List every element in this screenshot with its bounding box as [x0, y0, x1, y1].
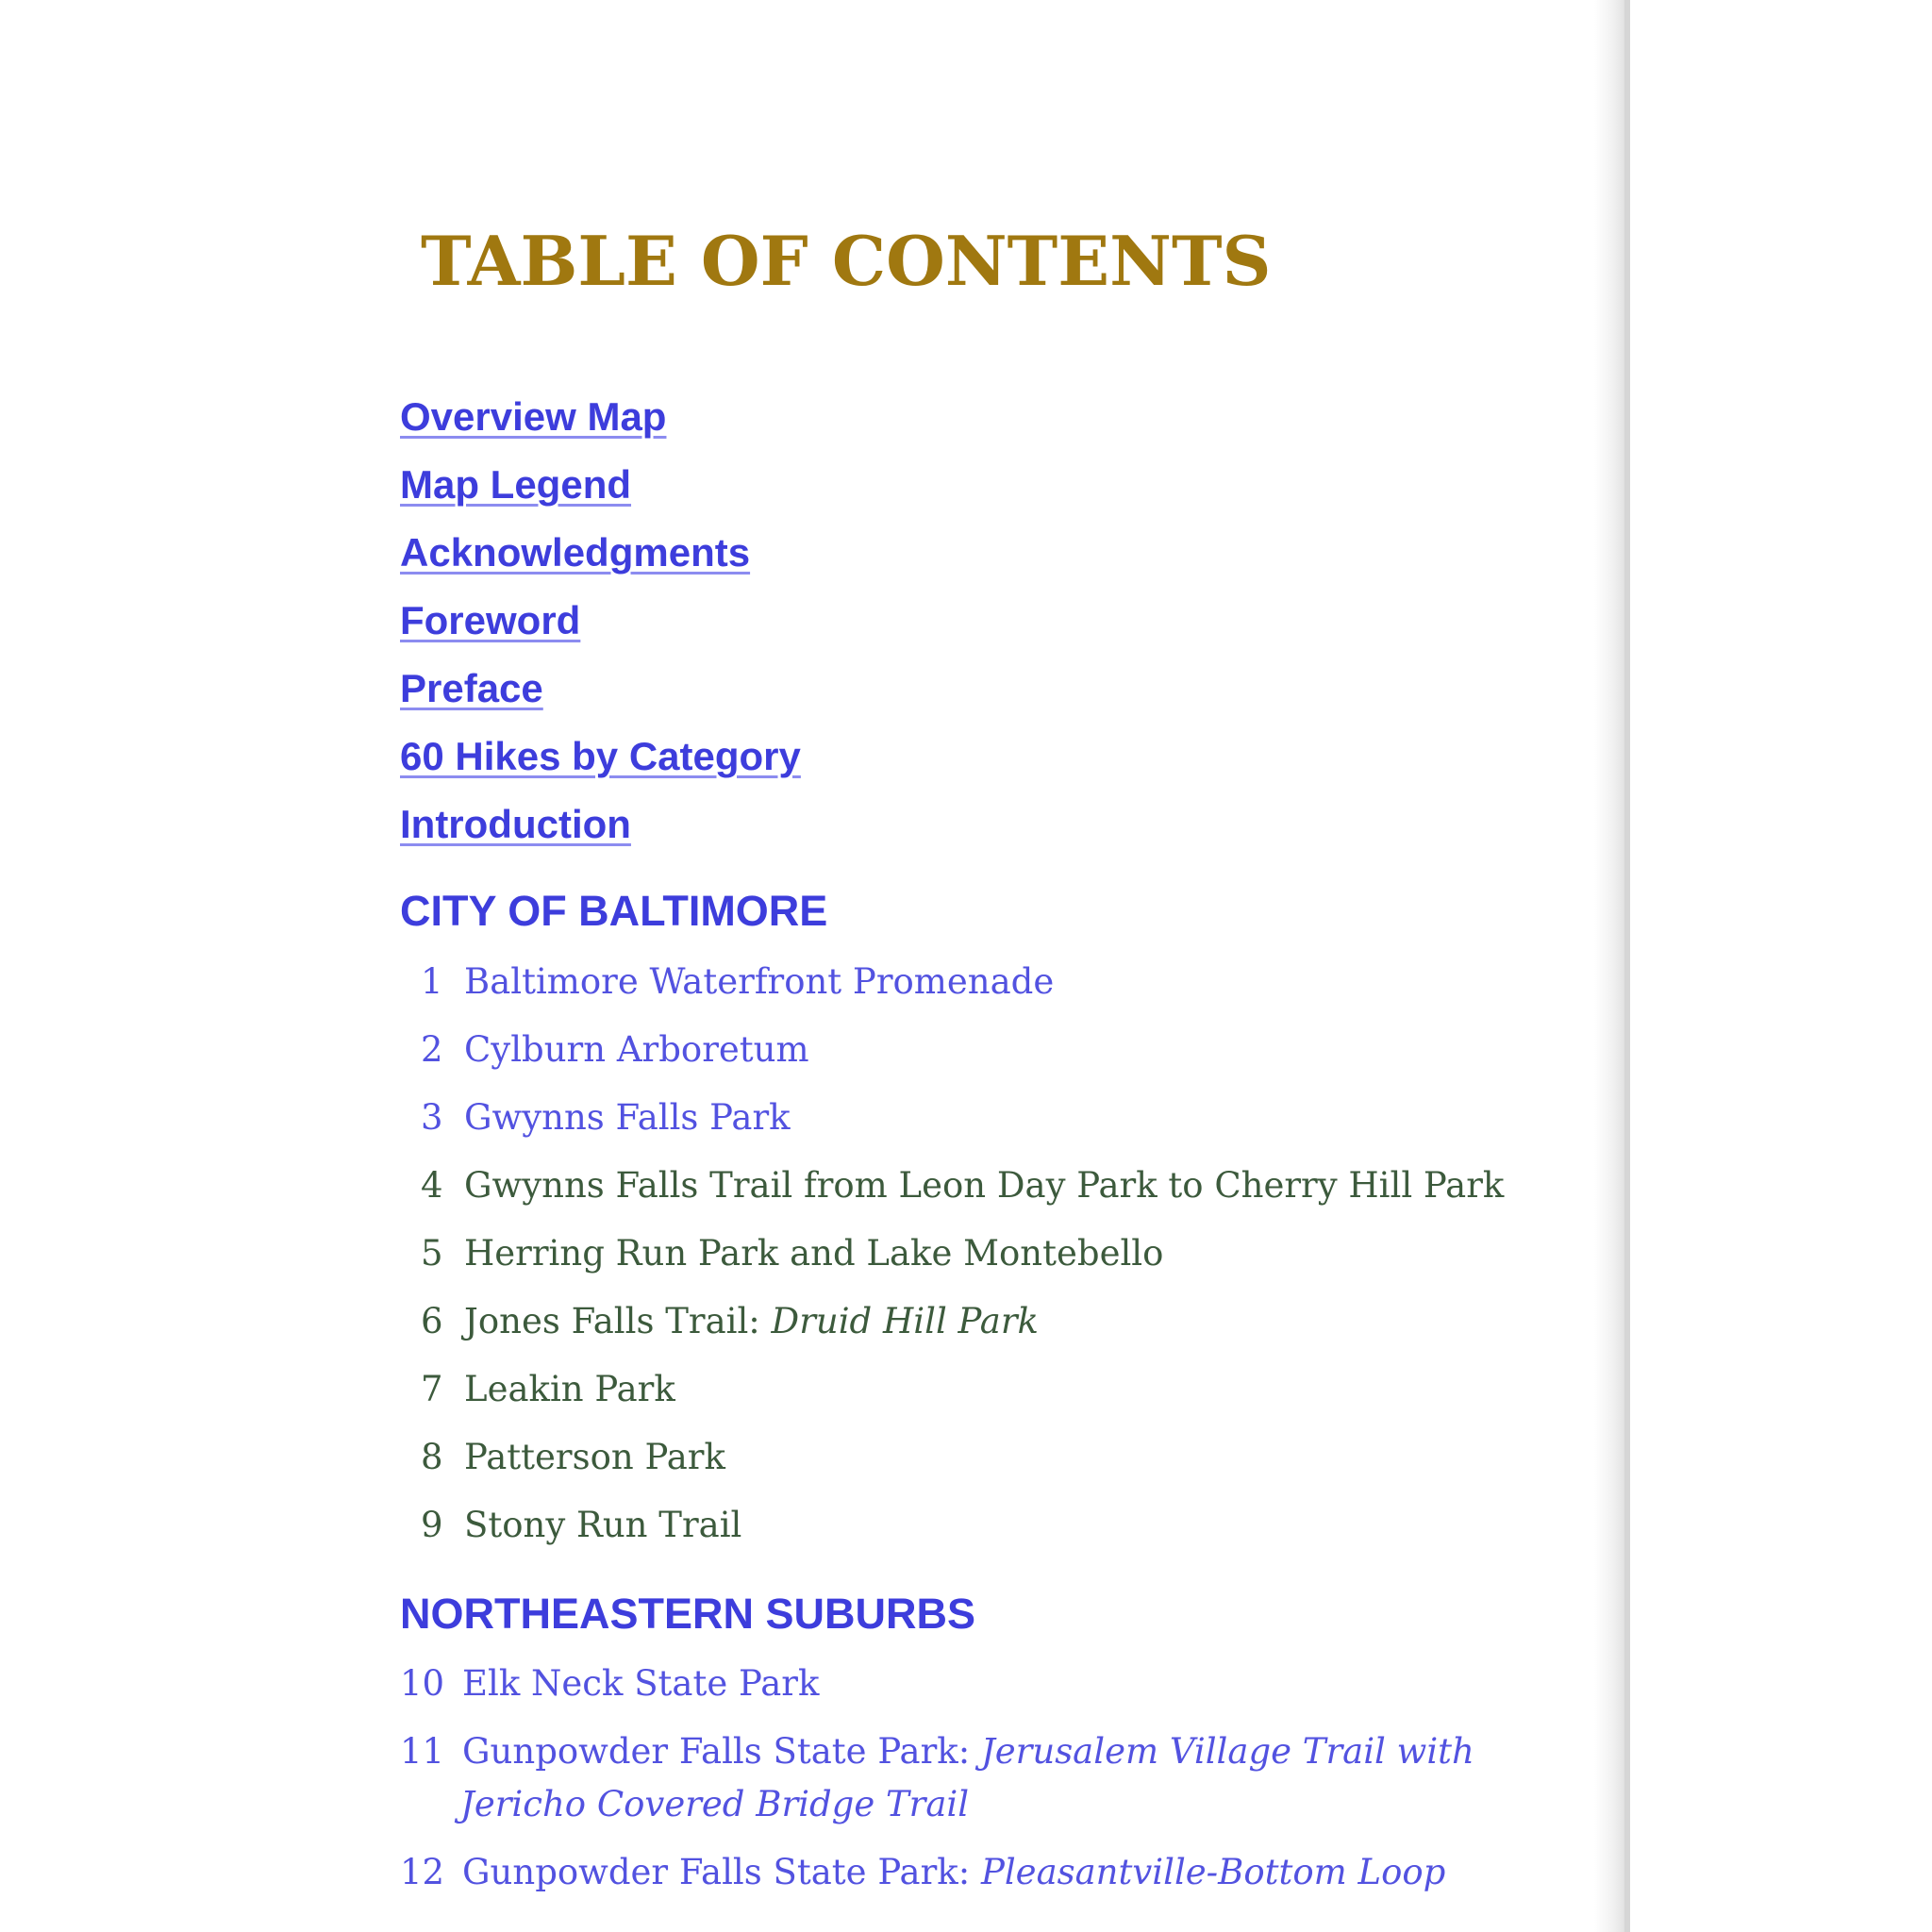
link-acknowledgments[interactable]: Acknowledgments: [400, 530, 751, 575]
hike-title: Patterson Park: [464, 1437, 725, 1477]
hike-title-main: Gunpowder Falls State Park:: [462, 1852, 981, 1892]
hike-link-12[interactable]: [400, 1846, 1445, 1899]
hike-entry-9: [421, 1499, 741, 1552]
hike-entry-4: [421, 1159, 1504, 1212]
link-hikes-by-category[interactable]: 60 Hikes by Category: [400, 734, 801, 778]
hike-subtitle: Jerusalem Village Trail with: [980, 1731, 1474, 1772]
hike-title: Gwynns Falls Trail from Leon Day Park to Cherry Hill Park: [464, 1165, 1505, 1206]
hike-title: Gwynns Falls Park: [464, 1097, 791, 1138]
hike-entry-6: [421, 1295, 1039, 1348]
link-introduction[interactable]: Introduction: [400, 802, 631, 846]
page-edge-shadow: [1594, 0, 1628, 1932]
hike-title: [464, 1295, 1039, 1348]
link-overview-map[interactable]: Overview Map: [400, 394, 667, 439]
hike-subtitle-continued: Jericho Covered Bridge Trail: [460, 1784, 970, 1824]
hike-title-main: Jones Falls Trail:: [464, 1301, 772, 1341]
hike-title-main: Gunpowder Falls State Park:: [462, 1731, 981, 1772]
hike-entry-8: [421, 1431, 725, 1484]
hike-link-11[interactable]: [400, 1725, 1474, 1824]
hike-number: 10: [400, 1663, 445, 1704]
hike-number: 1: [421, 961, 443, 1002]
hike-title: [462, 1846, 1445, 1899]
hike-title: Elk Neck State Park: [462, 1663, 820, 1704]
hike-number: 11: [400, 1731, 445, 1772]
viewer-background: [1630, 0, 1932, 1932]
hike-link-1[interactable]: [421, 956, 1054, 1008]
hike-link-10[interactable]: [400, 1657, 819, 1710]
hike-number: 12: [400, 1852, 445, 1892]
hike-title: Cylburn Arboretum: [464, 1029, 809, 1070]
section-heading-northeastern-suburbs: NORTHEASTERN SUBURBS: [400, 1590, 976, 1638]
toc-title: TABLE OF CONTENTS: [421, 221, 1272, 301]
hike-subtitle: Druid Hill Park: [771, 1301, 1039, 1341]
hike-number: 2: [421, 1029, 443, 1070]
hike-subtitle: Pleasantville-Bottom Loop: [980, 1852, 1446, 1892]
hike-number: 8: [421, 1437, 443, 1477]
link-preface[interactable]: Preface: [400, 666, 543, 710]
hike-link-3[interactable]: [421, 1091, 791, 1144]
hike-title: Herring Run Park and Lake Montebello: [464, 1233, 1164, 1274]
link-map-legend[interactable]: Map Legend: [400, 462, 632, 507]
hike-number: 9: [421, 1505, 443, 1545]
hike-title: Leakin Park: [464, 1369, 675, 1409]
hike-number: 7: [421, 1369, 443, 1409]
hike-entry-7: [421, 1363, 675, 1416]
hike-title: Stony Run Trail: [464, 1505, 742, 1545]
hike-title: Baltimore Waterfront Promenade: [464, 961, 1055, 1002]
hike-number: 5: [421, 1233, 443, 1274]
hike-link-2[interactable]: [421, 1024, 809, 1076]
hike-entry-5: [421, 1227, 1163, 1280]
hike-number: 3: [421, 1097, 443, 1138]
hike-number: 6: [421, 1301, 443, 1341]
section-heading-city-of-baltimore: CITY OF BALTIMORE: [400, 887, 828, 935]
link-foreword[interactable]: Foreword: [400, 598, 581, 642]
hike-title: [462, 1725, 1474, 1778]
hike-number: 4: [421, 1165, 443, 1206]
